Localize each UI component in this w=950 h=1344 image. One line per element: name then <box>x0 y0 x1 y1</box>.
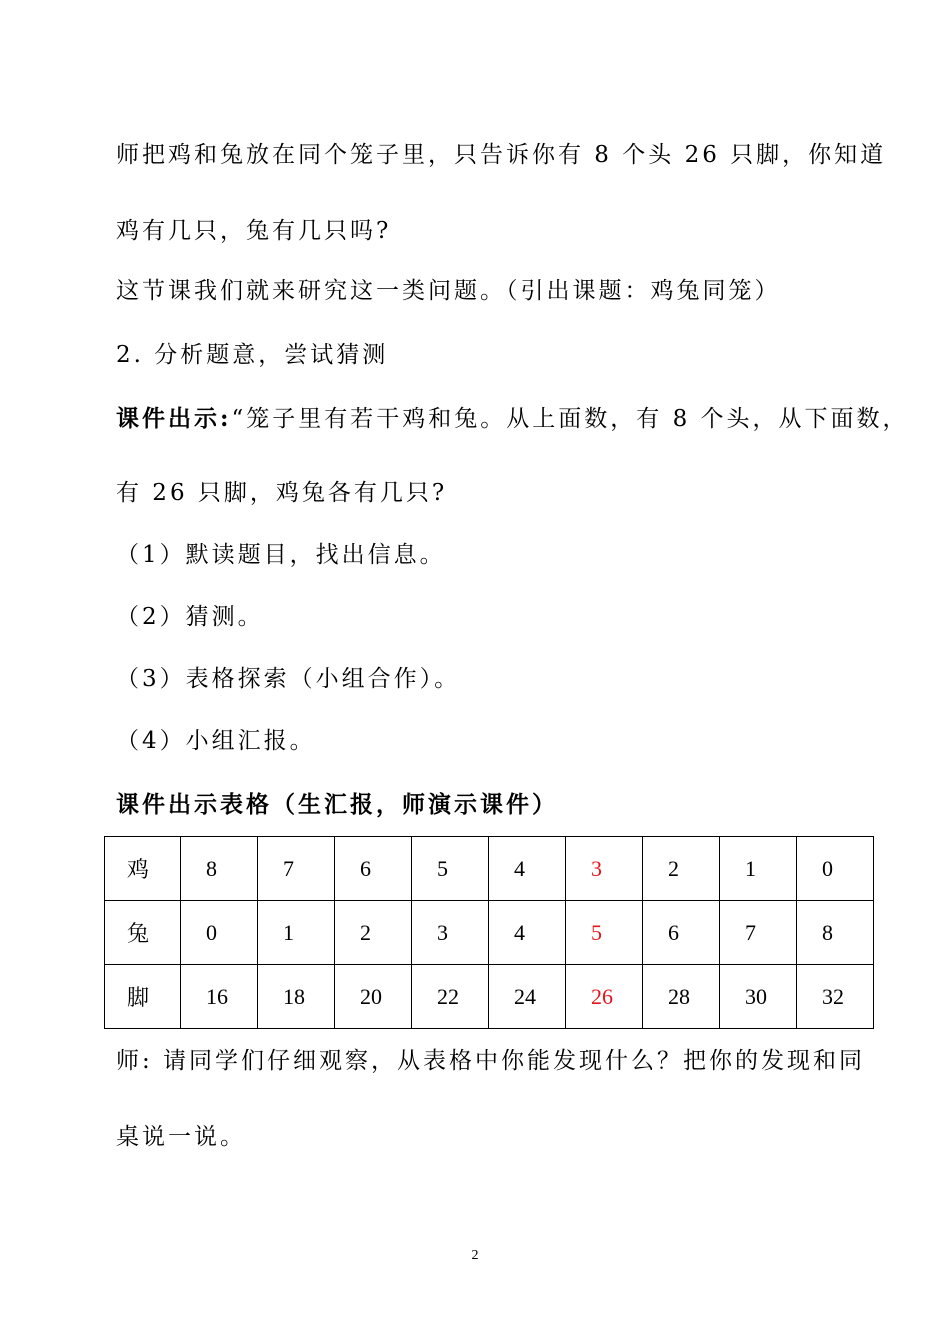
table-cell: 22 <box>412 965 489 1029</box>
table-cell: 32 <box>797 965 874 1029</box>
table-cell: 7 <box>258 837 335 901</box>
paragraph-courseware-line1 <box>116 400 909 433</box>
table-cell: 30 <box>720 965 797 1029</box>
table-cell: 0 <box>797 837 874 901</box>
table-cell: 16 <box>181 965 258 1029</box>
table-cell: 7 <box>720 901 797 965</box>
table-cell: 1 <box>720 837 797 901</box>
step-4: （4）小组汇报。 <box>116 728 316 754</box>
table-cell: 3 <box>412 901 489 965</box>
step-2: （2）猜测。 <box>116 604 264 630</box>
chicken-row <box>105 837 874 901</box>
step-1: （1）默读题目，找出信息。 <box>116 542 446 568</box>
table-cell: 6 <box>335 837 412 901</box>
paragraph-teacher-question-line2: 桌说一说。 <box>116 1124 246 1150</box>
highlighted-answer-cell: 26 <box>566 965 643 1029</box>
rabbit-row <box>105 901 874 965</box>
table-cell: 5 <box>412 837 489 901</box>
paragraph-teacher-question-line1: 师: 请同学们仔细观察，从表格中你能发现什么？把你的发现和同 <box>116 1048 866 1074</box>
row-header-cell: 鸡 <box>105 837 181 901</box>
table-cell: 20 <box>335 965 412 1029</box>
section-heading-analysis: 2. 分析题意，尝试猜测 <box>116 342 389 368</box>
row-header-cell: 脚 <box>105 965 181 1029</box>
chicken-rabbit-table <box>104 836 874 1029</box>
table-cell: 4 <box>489 837 566 901</box>
table-cell: 8 <box>181 837 258 901</box>
table-cell: 1 <box>258 901 335 965</box>
table-caption: 课件出示表格（生汇报，师演示课件） <box>116 791 558 818</box>
courseware-label: 课件出示: <box>116 405 232 432</box>
paragraph-courseware-line2: 有 26 只脚，鸡兔各有几只? <box>116 480 448 506</box>
table-cell: 4 <box>489 901 566 965</box>
courseware-text: “笼子里有若干鸡和兔。从上面数，有 8 个头，从下面数， <box>231 406 909 432</box>
paragraph-intro-line2: 鸡有几只，兔有几只吗? <box>116 218 392 244</box>
page-number: 2 <box>471 1248 479 1263</box>
highlighted-answer-cell: 5 <box>566 901 643 965</box>
table-cell: 24 <box>489 965 566 1029</box>
table-cell: 18 <box>258 965 335 1029</box>
table-cell: 2 <box>643 837 720 901</box>
highlighted-answer-cell: 3 <box>566 837 643 901</box>
table-cell: 8 <box>797 901 874 965</box>
table-cell: 6 <box>643 901 720 965</box>
row-header-cell: 兔 <box>105 901 181 965</box>
step-3: （3）表格探索（小组合作）。 <box>116 666 461 692</box>
table-cell: 2 <box>335 901 412 965</box>
table-cell: 0 <box>181 901 258 965</box>
paragraph-topic: 这节课我们就来研究这一类问题。（引出课题：鸡兔同笼） <box>116 278 781 304</box>
table-cell: 28 <box>643 965 720 1029</box>
paragraph-intro-line1: 师把鸡和兔放在同个笼子里，只告诉你有 8 个头 26 只脚，你知道 <box>116 142 887 168</box>
feet-row <box>105 965 874 1029</box>
